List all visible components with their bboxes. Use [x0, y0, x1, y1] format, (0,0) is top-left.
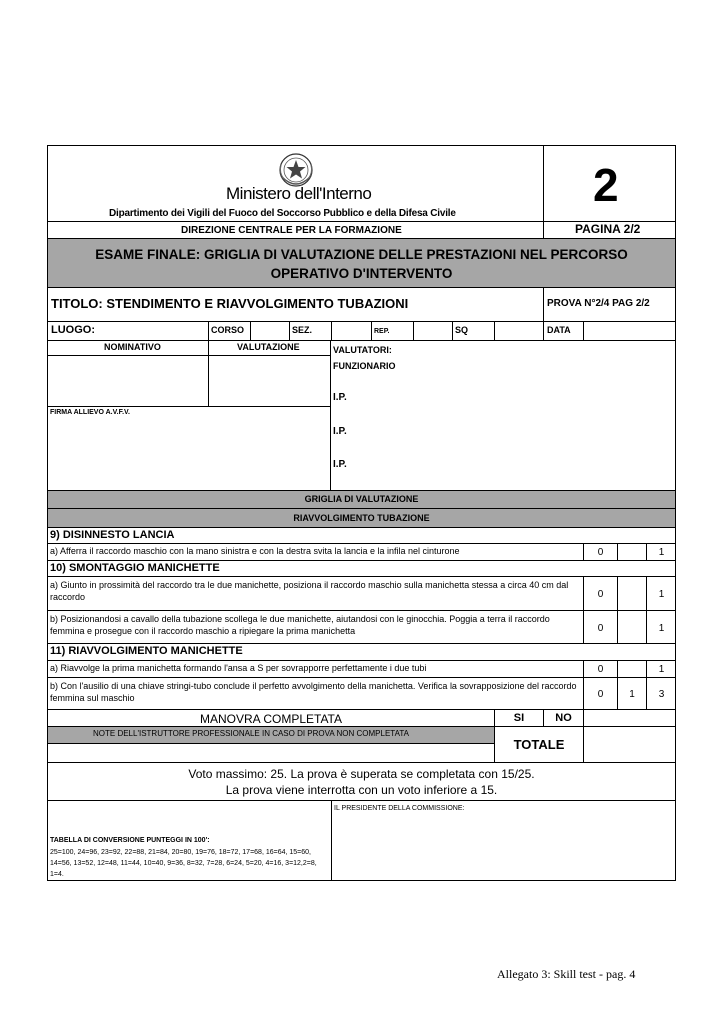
divider — [47, 527, 676, 528]
tabella-title: TABELLA DI CONVERSIONE PUNTEGGI IN 100': — [50, 837, 210, 844]
grid-subtitle: RIAVVOLGIMENTO TUBAZIONE — [293, 513, 430, 523]
item-text: a) Riavvolge la prima manichetta formando l'ansa a S per sovrapporre perfettamente i due tubi — [50, 663, 427, 673]
firma-allievo-label: FIRMA ALLIEVO A.V.F.V. — [50, 409, 130, 416]
data-label: DATA — [547, 325, 571, 335]
score-0: 0 — [597, 623, 604, 634]
divider — [208, 340, 209, 406]
score-0: 0 — [597, 689, 604, 700]
sq-label: SQ — [455, 325, 469, 335]
test-title: TITOLO: STENDIMENTO E RIAVVOLGIMENTO TUBAZIONI — [51, 296, 409, 311]
section-heading: 9) DISINNESTO LANCIA — [50, 529, 175, 541]
divider — [47, 576, 676, 577]
score-1: 1 — [658, 547, 665, 558]
divider — [543, 321, 544, 340]
divider — [371, 321, 372, 340]
score-0: 0 — [597, 547, 604, 558]
exam-number: 2 — [593, 159, 619, 211]
divider — [47, 610, 676, 611]
divider — [617, 576, 618, 643]
divider — [494, 321, 495, 340]
divider — [583, 709, 584, 762]
page-footer: Allegato 3: Skill test - pag. 4 — [497, 967, 636, 981]
presidente-label: IL PRESIDENTE DELLA COMMISSIONE: — [334, 805, 465, 812]
funzionario-label: FUNZIONARIO — [333, 361, 396, 371]
rep-label: REP. — [374, 328, 390, 335]
divider — [47, 287, 676, 288]
item-text: a) Giunto in prossimità del raccordo tra le due manichette, posiziona il raccordo maschio sulla manichetta stessa a circa 40 cm dal raccordo — [50, 580, 569, 602]
divider — [47, 800, 676, 801]
divider — [452, 321, 453, 340]
divider — [617, 543, 618, 560]
divider — [47, 543, 676, 544]
divider — [47, 709, 676, 710]
divider — [47, 406, 330, 407]
divider — [543, 287, 544, 321]
exam-title: ESAME FINALE: GRIGLIA DI VALUTAZIONE DELLE PRESTAZIONI NEL PERCORSO OPERATIVO D'INTERVENTO — [95, 247, 628, 281]
divider — [413, 321, 414, 340]
header-divider — [543, 145, 544, 238]
note-label: NOTE DELL'ISTRUTTORE PROFESSIONALE IN CASO DI PROVA NON COMPLETATA — [93, 729, 409, 738]
grid-title: GRIGLIA DI VALUTAZIONE — [304, 494, 419, 504]
ip-label-1: I.P. — [333, 392, 347, 403]
luogo-label: LUOGO: — [51, 324, 95, 336]
divider — [47, 340, 676, 341]
department-name: Dipartimento dei Vigili del Fuoco del Soccorso Pubblico e della Difesa Civile — [109, 208, 456, 219]
valutazione-header: VALUTAZIONE — [237, 342, 300, 352]
corso-label: CORSO — [211, 325, 245, 335]
item-text: b) Posizionandosi a cavallo della tubazione scollega le due manichette, aiutandosi con le ginocchia. Poggia a terra il raccordo femmina e prosegue con il raccordo maschio a ripiegare la prima manichetta — [50, 614, 550, 636]
no-label: NO — [555, 712, 572, 724]
divider — [331, 800, 332, 880]
score-0: 0 — [597, 589, 604, 600]
section-heading: 10) SMONTAGGIO MANICHETTE — [50, 562, 220, 574]
divider — [47, 560, 676, 561]
score-1: 1 — [658, 623, 665, 634]
score-1: 1 — [629, 689, 635, 700]
section-heading: 11) RIAVVOLGIMENTO MANICHETTE — [50, 645, 243, 657]
voto-line-1: Voto massimo: 25. La prova è superata se completata con 15/25. — [188, 767, 535, 781]
score-1: 1 — [658, 664, 665, 675]
divider — [47, 677, 676, 678]
si-label: SI — [513, 712, 525, 724]
direction-name: DIREZIONE CENTRALE PER LA FORMAZIONE — [181, 225, 402, 236]
divider — [617, 660, 618, 709]
ip-label-3: I.P. — [333, 459, 347, 470]
divider — [47, 355, 330, 356]
score-3: 3 — [658, 689, 665, 700]
divider — [47, 321, 676, 322]
score-1: 1 — [658, 589, 665, 600]
divider — [330, 340, 331, 490]
divider — [47, 660, 676, 661]
valutatori-label: VALUTATORI: — [333, 345, 392, 355]
item-text: b) Con l'ausilio di una chiave stringi-tubo conclude il perfetto avvolgimento della manichetta. Verifica la sovrapposizione del raccordo femmina sul maschio — [50, 681, 577, 703]
totale-label: TOTALE — [513, 737, 565, 752]
divider — [208, 321, 209, 340]
divider — [47, 762, 676, 763]
divider — [289, 321, 290, 340]
nominativo-header: NOMINATIVO — [104, 342, 161, 352]
tabella-text: 25=100, 24=96, 23=92, 22=88, 21=84, 20=80, 19=76, 18=72, 17=68, 16=64, 15=60, 14=56, 13=52, 12=48, 11=44, 10=40, 9=36, 8=32, 7=28, 6=24, 5=20, 4=16, 3=12,2=8, 1=4. — [50, 849, 317, 878]
ip-label-2: I.P. — [333, 426, 347, 437]
divider — [47, 743, 494, 744]
manovra-completata-label: MANOVRA COMPLETATA — [199, 712, 343, 726]
score-0: 0 — [597, 664, 604, 675]
page-indicator: PAGINA 2/2 — [575, 222, 641, 236]
prova-number: PROVA N°2/4 PAG 2/2 — [547, 298, 650, 309]
divider — [250, 321, 251, 340]
divider — [331, 321, 332, 340]
voto-line-2: La prova viene interrotta con un voto inferiore a 15. — [225, 783, 498, 797]
sez-label: SEZ. — [292, 325, 313, 335]
divider — [583, 321, 584, 340]
item-text: a) Afferra il raccordo maschio con la mano sinistra e con la destra svita la lancia e la infila nel cinturone — [50, 546, 460, 556]
ministry-name: Ministero dell'Interno — [226, 184, 372, 203]
divider — [47, 643, 676, 644]
